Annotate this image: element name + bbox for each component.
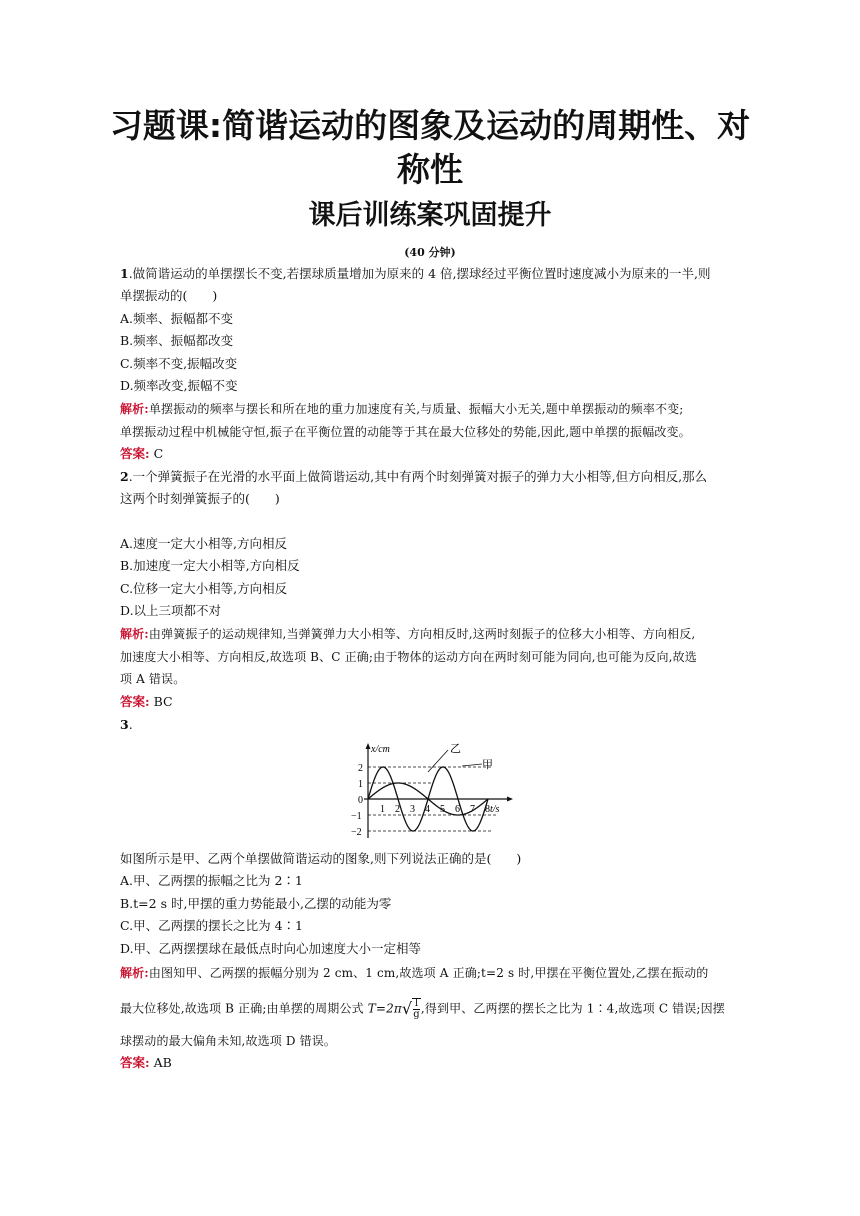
x-tick-3: 3 xyxy=(410,804,415,815)
q1-stem-line2: 单摆振动的( ) xyxy=(120,288,218,303)
q2-stem-line1 xyxy=(120,468,745,486)
x-tick-8: 8 xyxy=(485,804,490,815)
formula-denominator: g xyxy=(413,1009,420,1020)
page-title-line2: 称性 xyxy=(397,150,463,189)
label-yi-pointer xyxy=(428,750,448,772)
x-tick-1: 1 xyxy=(380,804,385,815)
q2-analysis-line1 xyxy=(120,625,745,643)
sqrt-sign: √ xyxy=(401,999,413,1018)
page-subtitle: 课后训练案巩固提升 xyxy=(308,200,552,231)
q1-analysis-line1 xyxy=(120,400,745,418)
q2-stem-text: .一个弹簧振子在光滑的水平面上做简谐运动,其中有两个时刻弹簧对振子的弹力大小相等,但方向相反,那么 xyxy=(128,469,708,484)
q1-number: 1 xyxy=(120,266,129,281)
q1-answer-label: 答案: xyxy=(120,446,150,461)
q1-stem-text: .做简谐运动的单摆摆长不变,若摆球质量增加为原来的 4 倍,摆球经过平衡位置时速度减小为原来的一半,则 xyxy=(128,266,711,281)
q3-analysis-label: 解析: xyxy=(120,966,149,980)
q3-number: 3 xyxy=(120,717,129,732)
formula-period: T=2π xyxy=(367,1001,402,1016)
y-tick-minus2: −2 xyxy=(351,827,362,838)
y-axis-label: x/cm xyxy=(371,744,390,755)
y-tick-0: 0 xyxy=(358,795,363,806)
x-tick-5: 5 xyxy=(440,804,445,815)
q1-option-a: A.频率、振幅都不变 xyxy=(120,311,234,326)
y-tick-1: 1 xyxy=(358,779,363,790)
q2-analysis-line2: 加速度大小相等、方向相反,故选项 B、C 正确;由于物体的运动方向在两时刻可能为同向,也可能为反向,故选 xyxy=(120,650,697,664)
label-jia: 甲 xyxy=(482,758,493,771)
y-tick-minus1: −1 xyxy=(351,811,362,822)
q3-analysis-text2b: ,得到甲、乙两摆的摆长之比为 1∶4,故选项 C 错误;因摆 xyxy=(420,1001,725,1016)
q3-answer xyxy=(120,1054,745,1072)
y-tick-2: 2 xyxy=(358,763,363,774)
q2-analysis-label: 解析: xyxy=(120,627,149,641)
q3-option-b: B.t=2 s 时,甲摆的重力势能最小,乙摆的动能为零 xyxy=(120,896,392,911)
x-axis-label: t/s xyxy=(490,804,500,815)
q3-analysis-text1: 由图知甲、乙两摆的振幅分别为 2 cm、1 cm,故选项 A 正确;t=2 s 时,甲摆在平衡位置处,乙摆在振动的 xyxy=(148,966,709,980)
q1-answer-value: C xyxy=(153,446,164,461)
label-jia-pointer xyxy=(462,764,482,766)
q1-stem-line1 xyxy=(120,265,745,283)
q3-option-c: C.甲、乙两摆的摆长之比为 4∶1 xyxy=(120,918,303,933)
q1-analysis-line2: 单摆振动过程中机械能守恒,振子在平衡位置的动能等于其在最大位移处的势能,因此,题中单摆的振幅改变。 xyxy=(120,425,691,439)
formula-numerator: l xyxy=(414,998,419,1009)
q2-option-d: D.以上三项都不对 xyxy=(120,603,222,618)
q3-number-line: 3. xyxy=(120,717,133,732)
q2-option-b: B.加速度一定大小相等,方向相反 xyxy=(120,558,300,573)
q2-option-c: C.位移一定大小相等,方向相反 xyxy=(120,581,288,596)
q1-option-d: D.频率改变,振幅不变 xyxy=(120,378,238,393)
q3-analysis-line1 xyxy=(120,964,745,982)
x-tick-7: 7 xyxy=(470,804,475,815)
q3-analysis-line3: 球摆动的最大偏角未知,故选项 D 错误。 xyxy=(120,1034,337,1048)
q2-number: 2 xyxy=(120,469,129,484)
q3-analysis-line2 xyxy=(120,998,745,1020)
q3-analysis-text2a: 最大位移处,故选项 B 正确;由单摆的周期公式 xyxy=(120,1001,368,1016)
q2-analysis-line3: 项 A 错误。 xyxy=(120,672,186,686)
formula-sqrt xyxy=(412,998,421,1020)
formula-fraction xyxy=(413,999,420,1020)
q3-stem: 如图所示是甲、乙两个单摆做简谐运动的图象,则下列说法正确的是( ) xyxy=(120,851,522,866)
x-tick-2: 2 xyxy=(395,804,400,815)
q2-option-a: A.速度一定大小相等,方向相反 xyxy=(120,536,287,551)
q3-option-a: A.甲、乙两摆的振幅之比为 2∶1 xyxy=(120,873,303,888)
x-axis-arrow xyxy=(507,797,513,802)
y-axis-arrow xyxy=(366,743,371,749)
time-note: (40 分钟) xyxy=(404,246,456,259)
q1-analysis-text1: 单摆振动的频率与摆长和所在地的重力加速度有关,与质量、振幅大小无关,题中单摆振动的频率不变; xyxy=(148,402,684,416)
q1-answer xyxy=(120,445,745,463)
x-tick-labels xyxy=(380,804,490,815)
q2-answer xyxy=(120,693,745,711)
q2-answer-value: BC xyxy=(153,694,173,709)
q1-option-c: C.频率不变,振幅改变 xyxy=(120,356,238,371)
page-title-line1: 习题课:简谐运动的图象及运动的周期性、对 xyxy=(109,106,751,145)
q1-option-b: B.频率、振幅都改变 xyxy=(120,333,234,348)
oscillation-graph xyxy=(340,740,520,840)
x-tick-6: 6 xyxy=(455,804,460,815)
q2-analysis-text1: 由弹簧振子的运动规律知,当弹簧弹力大小相等、方向相反时,这两时刻振子的位移大小相等、方向相反, xyxy=(148,627,696,641)
q3-answer-label: 答案: xyxy=(120,1055,150,1070)
q2-answer-label: 答案: xyxy=(120,694,150,709)
x-tick-4: 4 xyxy=(425,804,430,815)
q3-option-d: D.甲、乙两摆摆球在最低点时向心加速度大小一定相等 xyxy=(120,941,422,956)
q3-answer-value: AB xyxy=(153,1055,172,1070)
q1-analysis-label: 解析: xyxy=(120,402,149,416)
label-yi: 乙 xyxy=(450,742,461,755)
q2-stem-line2: 这两个时刻弹簧振子的( ) xyxy=(120,491,280,506)
